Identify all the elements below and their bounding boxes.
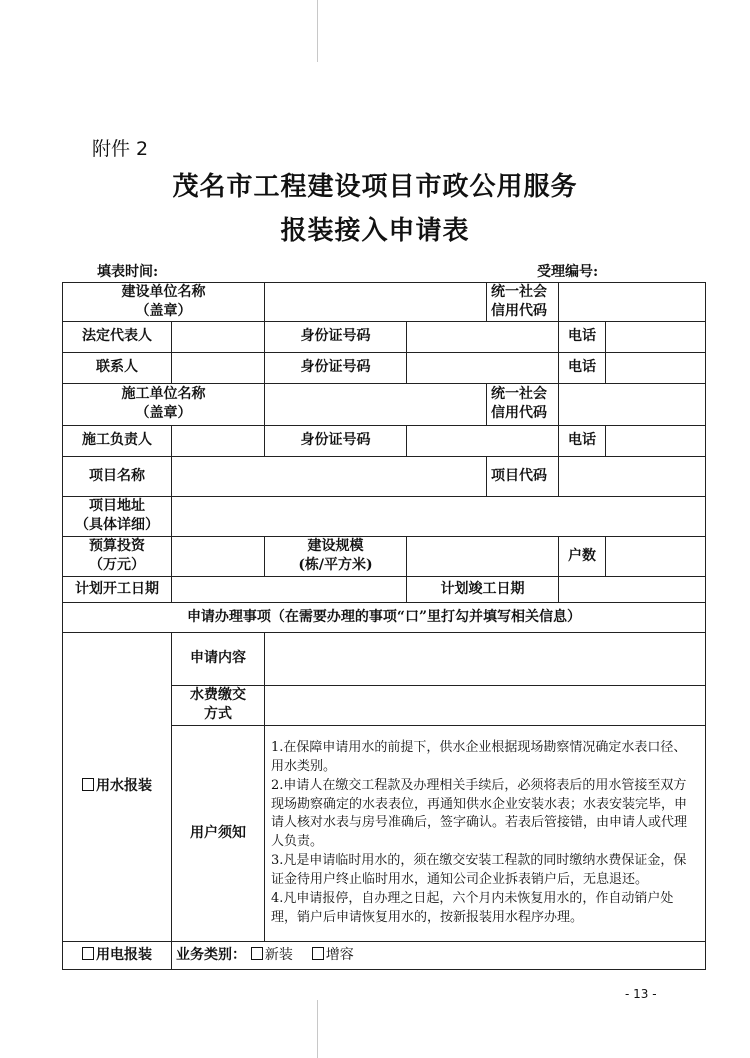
section-header: 申请办理事项（在需要办理的事项“口”里打勾并填写相关信息） bbox=[63, 602, 706, 632]
plan-finish-label: 计划竣工日期 bbox=[407, 576, 559, 602]
constr-leader-label: 施工负责人 bbox=[63, 425, 172, 456]
water-apply-cell[interactable] bbox=[63, 632, 172, 941]
constr-leader-id-field[interactable] bbox=[407, 425, 559, 456]
apply-content-field[interactable] bbox=[265, 632, 706, 685]
legal-rep-field[interactable] bbox=[172, 321, 265, 352]
budget-label: 预算投资 （万元） bbox=[63, 536, 172, 576]
scan-mark-bottom bbox=[317, 1000, 318, 1058]
legal-rep-label: 法定代表人 bbox=[63, 321, 172, 352]
power-checkbox[interactable] bbox=[82, 947, 94, 960]
application-form bbox=[62, 282, 706, 970]
scale-field[interactable] bbox=[407, 536, 559, 576]
attachment-label: 附件 2 bbox=[92, 138, 149, 160]
page-number: - 13 - bbox=[625, 987, 657, 1001]
constr-unit-field[interactable] bbox=[265, 383, 487, 425]
constr-leader-field[interactable] bbox=[172, 425, 265, 456]
budget-field[interactable] bbox=[172, 536, 265, 576]
notice-text bbox=[265, 725, 706, 941]
id-number-label: 身份证号码 bbox=[265, 321, 407, 352]
capacity-increase-label: 增容 bbox=[325, 946, 354, 963]
build-unit-label: 建设单位名称 （盖章） bbox=[63, 283, 265, 322]
households-label: 户数 bbox=[559, 536, 606, 576]
phone-label: 电话 bbox=[559, 352, 606, 383]
water-checkbox[interactable] bbox=[82, 778, 94, 791]
power-apply-cell[interactable] bbox=[63, 941, 172, 969]
project-code-label: 项目代码 bbox=[487, 456, 559, 496]
contact-id-field[interactable] bbox=[407, 352, 559, 383]
notice-item: 2.申请人在缴交工程款及办理相关手续后，必须将表后的用水管接至双方现场勘察确定的水表表位，再通知供水企业安装水表；水表安装完毕，申请人核对水表与房号准确后，签字确认。若表后管接错，由申请人或代理人负责。 bbox=[271, 777, 688, 850]
plan-finish-field[interactable] bbox=[559, 576, 706, 602]
build-credit-code-field[interactable] bbox=[559, 283, 706, 322]
fill-time-label: 填表时间: bbox=[97, 264, 159, 280]
notice-item: 1.在保障申请用水的前提下，供水企业根据现场勘察情况确定水表口径、用水类别。 bbox=[271, 740, 687, 774]
document-title: 茂名市工程建设项目市政公用服务 bbox=[172, 172, 578, 202]
capacity-increase-checkbox[interactable] bbox=[312, 947, 324, 960]
biz-type-label: 业务类别： bbox=[176, 946, 246, 963]
notice-label: 用户须知 bbox=[172, 725, 265, 941]
address-label: 项目地址 （具体详细） bbox=[63, 496, 172, 536]
contact-field[interactable] bbox=[172, 352, 265, 383]
document-subtitle: 报装接入申请表 bbox=[280, 216, 470, 246]
households-field[interactable] bbox=[606, 536, 706, 576]
phone-label: 电话 bbox=[559, 425, 606, 456]
scale-label: 建设规模 (栋/平方米) bbox=[265, 536, 407, 576]
project-name-label: 项目名称 bbox=[63, 456, 172, 496]
power-biz-type bbox=[172, 941, 706, 969]
contact-phone-field[interactable] bbox=[606, 352, 706, 383]
accept-number-label: 受理编号: bbox=[537, 264, 599, 280]
water-label: 用水报装 bbox=[96, 778, 152, 795]
constr-leader-phone-field[interactable] bbox=[606, 425, 706, 456]
constr-unit-label: 施工单位名称 （盖章） bbox=[63, 383, 265, 425]
plan-start-label: 计划开工日期 bbox=[63, 576, 172, 602]
project-code-field[interactable] bbox=[559, 456, 706, 496]
address-field[interactable] bbox=[172, 496, 706, 536]
credit-code-label: 统一社会 信用代码 bbox=[487, 283, 559, 322]
scan-mark-top bbox=[317, 0, 318, 62]
fee-method-label: 水费缴交 方式 bbox=[172, 685, 265, 725]
phone-label: 电话 bbox=[559, 321, 606, 352]
plan-start-field[interactable] bbox=[172, 576, 407, 602]
new-install-checkbox[interactable] bbox=[251, 947, 263, 960]
fee-method-field[interactable] bbox=[265, 685, 706, 725]
new-install-label: 新装 bbox=[264, 946, 293, 963]
build-unit-field[interactable] bbox=[265, 283, 487, 322]
constr-credit-code-field[interactable] bbox=[559, 383, 706, 425]
apply-content-label: 申请内容 bbox=[172, 632, 265, 685]
legal-rep-id-field[interactable] bbox=[407, 321, 559, 352]
credit-code-label: 统一社会 信用代码 bbox=[487, 383, 559, 425]
id-number-label: 身份证号码 bbox=[265, 352, 407, 383]
id-number-label: 身份证号码 bbox=[265, 425, 407, 456]
contact-label: 联系人 bbox=[63, 352, 172, 383]
notice-item: 3.凡是申请临时用水的，须在缴交安装工程款的同时缴纳水费保证金，保证金待用户终止临时用水，通知公司企业拆表销户后，无息退还。 bbox=[271, 853, 687, 887]
notice-item: 4.凡申请报停，自办理之日起，六个月内未恢复用水的，作自动销户处理，销户后申请恢复用水的，按新报装用水程序办理。 bbox=[271, 890, 674, 925]
power-label: 用电报装 bbox=[96, 946, 152, 963]
project-name-field[interactable] bbox=[172, 456, 487, 496]
legal-rep-phone-field[interactable] bbox=[606, 321, 706, 352]
